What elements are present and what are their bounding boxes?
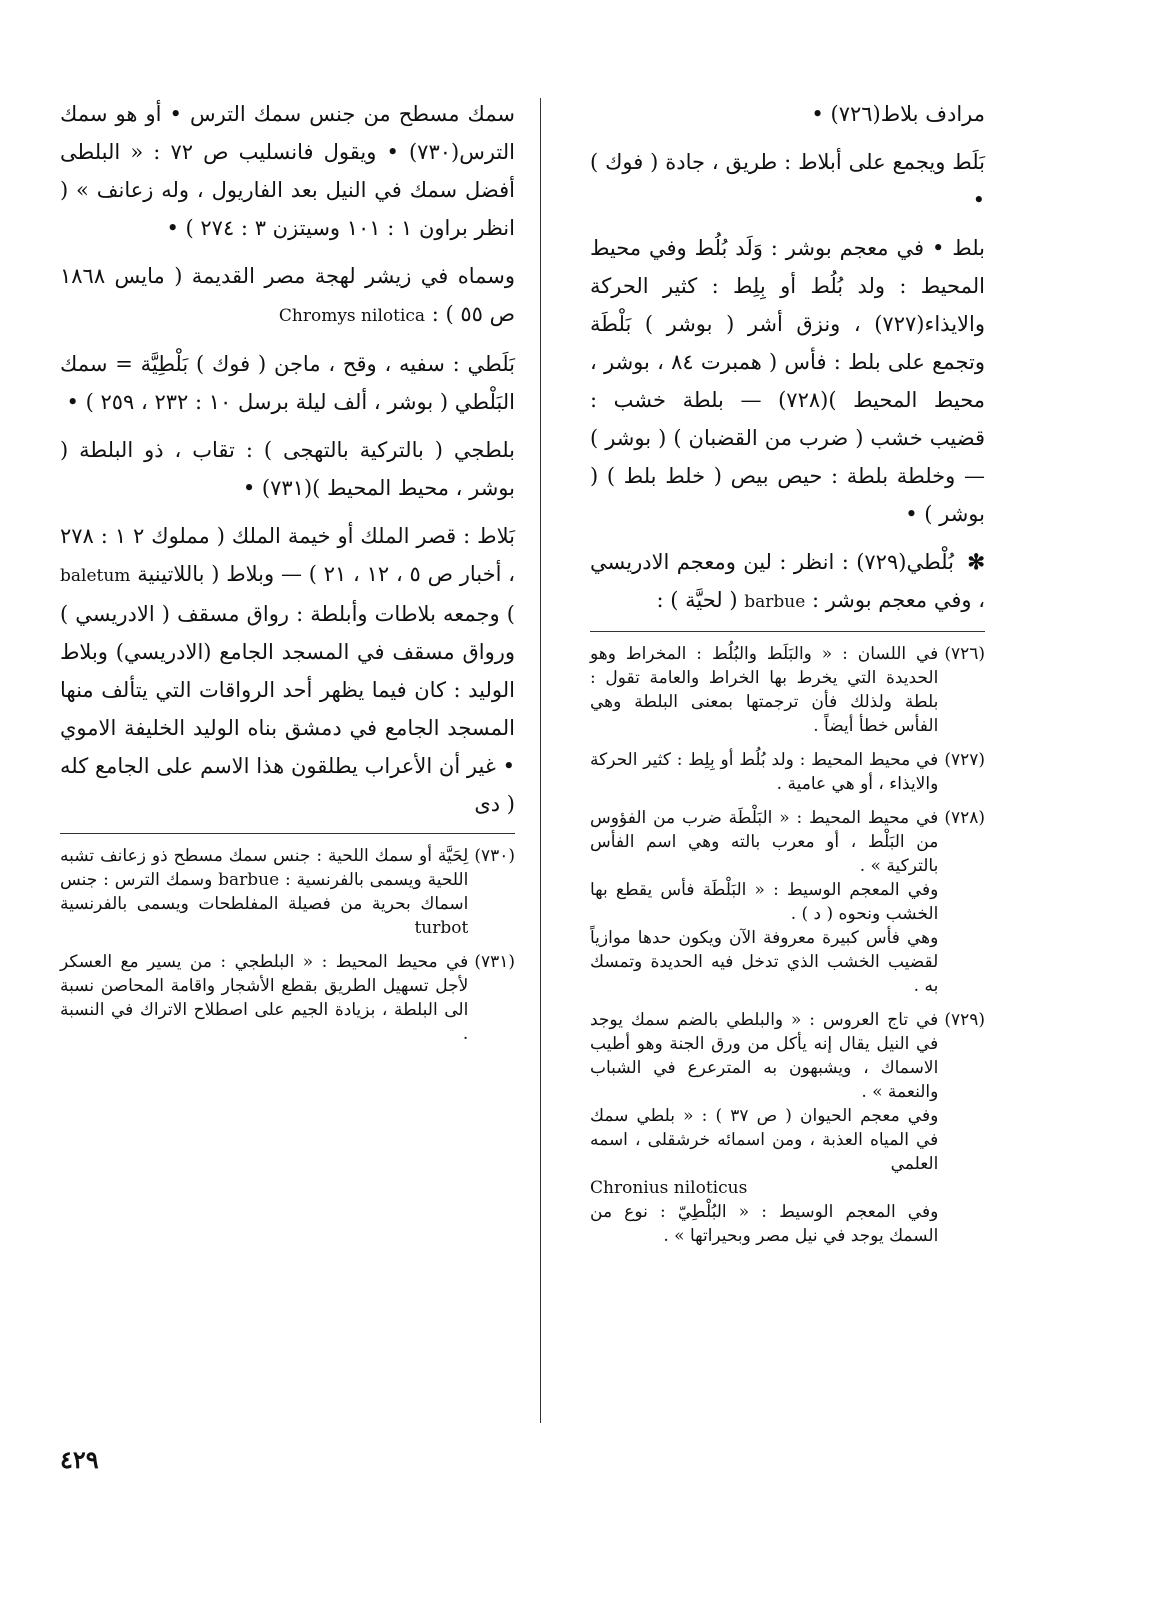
footnote-number: (٧٢٦) (944, 644, 985, 664)
footnote-text: وفي المعجم الوسيط : « البُلْطِيّ : نوع من السمك يوجد في نيل مصر وبحيراتها » . (590, 1202, 939, 1246)
right-column (590, 95, 985, 1258)
footnote-text: في محيط المحيط : ولد بُلُط أو بِلِط : كثير الحركة والايذاء ، أو هي عامية . (590, 750, 939, 794)
footnote-text-group (60, 844, 468, 940)
footnote-text: وفي معجم الحيوان ( ص ٣٧ ) : « بلطي سمك في المياه العذبة ، ومن اسمائه خرشقلى ، اسمه العلمي (590, 1106, 939, 1174)
footnote-number: (٧٢٨) (944, 808, 985, 828)
footnote-text: لِحَيَّة أو سمك اللحية : جنس سمك مسطح ذو زعانف تشبه اللحية ويسمى بالفرنسية : (60, 846, 469, 890)
paragraph: بَلَطي : سفيه ، وقح ، ماجن ( فوك ) بَلْطِيَّة = سمك البَلْطي ( بوشر ، ألف ليلة برسل ١٠ : ٢٣٢ ، ٢٥٩ ) • (60, 352, 515, 414)
paragraph: سمك مسطح من جنس سمك الترس • أو هو سمك الترس(٧٣٠) • ويقول فانسليب ص ٧٢ : « البلطى أفضل سمك في النيل بعد الفاريول ، وله زعانف » ( انظر براون ١ : ١٠١ وسيتزن ٣ : ٢٧٤ ) • (60, 102, 515, 240)
footnote-number: (٧٢٧) (944, 750, 985, 770)
paragraph: بلط • في معجم بوشر : وَلَد بُلُط وفي محيط المحيط : ولد بُلُط أو بِلِط : كثير الحركة والايذاء(٧٢٧) ، ونزق أشر ( بوشر ) بَلْطَة وتجمع على بلط : فأس ( همبرت ٨٤ ، بوشر ، محيط المحيط )(٧٢٨) — بلطة خشب : قضيب خشب ( ضرب من القضبان ) ( بوشر ) — وخلطة بلطة : حيص بيص ( خلط بلط ) ( بوشر ) • (590, 236, 986, 526)
paragraph: بلطجي ( بالتركية بالتهجى ) : تقاب ، ذو البلطة ( بوشر ، محيط المحيط )(٧٣١) • (60, 438, 515, 500)
footnote-divider (590, 631, 985, 632)
paragraph: مرادف بلاط(٧٢٦) • (811, 102, 985, 126)
entry-text: ( لحيَّة ) : (656, 588, 738, 612)
latin-term: barbue (218, 870, 280, 890)
paragraph: بَلَط ويجمع على أبلاط : طريق ، جادة ( فوك ) • (590, 150, 985, 212)
footnote-number: (٧٣١) (474, 952, 515, 972)
footnote-text: وسمك الترس : جنس اسماك بحرية من فصيلة المفلطحات ويسمى بالفرنسية (60, 870, 469, 914)
balat-paragraph (60, 517, 515, 823)
asterisk-icon: ✻ (967, 549, 985, 574)
footnote-number: (٧٢٩) (944, 1010, 985, 1030)
footnote (590, 748, 985, 796)
latin-term: turbot (414, 918, 469, 938)
starred-entry (590, 543, 985, 621)
footnote (590, 1008, 985, 1248)
entry-text: ) وجمعه بلاطات وأبلطة : رواق مسقف ( الادريسي ) ورواق مسقف في المسجد الجامع (الادريسي) وبلاط الوليد : كان فيما يظهر أحد الرواقات التي يتألف منها المسجد الجامع في دمشق بناه الوليد الخليفة الاموي • غير أن الأعراب يطلقون هذا الاسم على الجامع كله ( دى (60, 602, 515, 816)
footnote-text: وهي فأس كبيرة معروفة الآن ويكون حدها موازياً لقضيب الخشب الذي تدخل فيه الحديدة وتمسك به . (590, 928, 939, 996)
latin-term: Chronius niloticus (590, 1178, 748, 1198)
footnote-text: في اللسان : « والبَلَط والبُلُط : المخراط وهو الحديدة التي يخرط بها الخراط والعامة تقول : بلطة ولذلك فأن ترجمتها بمعنى البلطة وهي الفأس خطأ أيضاً . (590, 644, 939, 736)
column-divider (540, 98, 541, 1423)
footnote-number: (٧٣٠) (474, 846, 515, 866)
latin-term: barbue (744, 592, 806, 612)
latin-term: baletum (60, 566, 131, 586)
footnote (60, 950, 515, 1046)
footnote (60, 844, 515, 940)
footnote-text: في محيط المحيط : « البَلْطَة ضرب من الفؤوس من البَلْط ، أو معرب بالته وهي اسم الفأس بالتركية » . (590, 808, 939, 876)
footnote (590, 806, 985, 998)
footnote-text: وفي المعجم الوسيط : « البَلْطَة فأس يقطع بها الخشب ونحوه ( د ) . (590, 880, 939, 924)
page-number: ٤٢٩ (60, 1445, 99, 1474)
footnote-divider (60, 833, 515, 834)
footnote-text: في تاج العروس : « والبلطي بالضم سمك يوجد في النيل يقال إنه يأكل من ورق الجنة وهو أطيب الاسماك ، ويشبهون به المترعرع في الشباب والنعمة » . (590, 1010, 939, 1102)
entry-text: بَلاط : قصر الملك أو خيمة الملك ( مملوك ٢ ١ : ٢٧٨ ، أخبار ص ٥ ، ١٢ ، ٢١ ) — وبلاط ( باللاتينية (60, 524, 515, 586)
footnote-text: في محيط المحيط : « البلطجي : من يسير مع العسكر لأجل تسهيل الطريق بقطع الأشجار واقامة المحاصن نسبة الى البلطة ، بزيادة الجيم على اصطلاح الاتراك في النسبة . (60, 952, 469, 1044)
left-column (60, 95, 515, 1056)
zischer-paragraph (60, 257, 515, 335)
latin-term: Chromys nilotica (278, 306, 426, 326)
entry-text: وسماه في زيشر لهجة مصر القديمة ( مايس ١٨٦٨ ص ٥٥ ) : (60, 264, 515, 326)
entry-text: بُلْطي(٧٢٩) : انظر : لين ومعجم الادريسي ، وفي معجم بوشر : (590, 550, 985, 612)
footnote (590, 642, 985, 738)
